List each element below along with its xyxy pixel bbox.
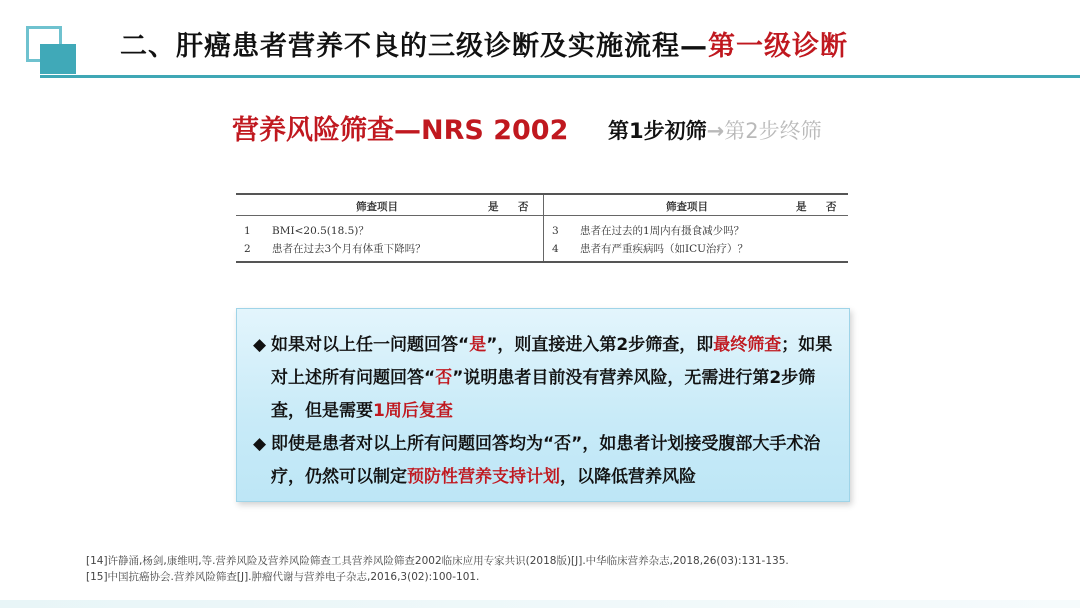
highlight-recheck: 1周后复查	[373, 401, 453, 421]
subtitle	[232, 108, 568, 147]
bullet-1	[253, 329, 835, 428]
text-run: ”说明患者目前没有营养风险，无需进行第2步筛查，但是需要	[271, 368, 816, 421]
header-yes: 是	[488, 201, 499, 213]
bullet-1-text	[271, 329, 835, 428]
table-row	[552, 241, 748, 256]
text-run: ，以降低营养风险	[560, 467, 696, 487]
diamond-bullet-icon: ◆	[253, 335, 267, 355]
row-number: 3	[552, 225, 559, 237]
slide-title	[120, 24, 848, 63]
header-item: 筛查项目	[666, 201, 708, 213]
instruction-box	[236, 308, 850, 502]
bullet-2	[253, 428, 835, 494]
highlight-no: 否	[435, 368, 453, 388]
header-no: 否	[518, 201, 529, 213]
header-item: 筛查项目	[356, 201, 398, 213]
row-text: 患者在过去3个月有体重下降吗？	[272, 243, 426, 255]
text-run: ；如果对上述所有问题回答“	[271, 335, 833, 388]
bottom-band	[0, 600, 1080, 608]
slide-title-highlight: 第一级诊断	[708, 31, 848, 62]
title-underline	[40, 75, 1080, 78]
screening-steps	[608, 115, 822, 145]
header-yes: 是	[796, 201, 807, 213]
subtitle-nrs2002: 营养风险筛查—NRS 2002	[232, 115, 569, 146]
reference-14: [14]许静涌,杨剑,康维明,等.营养风险及营养风险筛查工具营养风险筛查2002临床应用专家共识(2018版)[J].中华临床营养杂志,2018,26(03):131-135.	[86, 555, 789, 567]
step1-label: 第1步初筛	[608, 119, 707, 143]
highlight-preventive-plan: 预防性营养支持计划	[407, 467, 560, 487]
row-text: BMI<20.5(18.5)？	[272, 225, 369, 237]
reference-15: [15]中国抗癌协会.营养风险筛查[J].肿瘤代谢与营养电子杂志,2016,3(02):100-101.	[86, 571, 480, 583]
table-row	[244, 223, 369, 238]
bullet-2-text	[271, 428, 835, 494]
row-number: 1	[244, 225, 251, 237]
row-text: 患者在过去的1周内有摄食减少吗？	[580, 225, 745, 237]
slide-title-main: 二、肝癌患者营养不良的三级诊断及实施流程—	[120, 31, 708, 62]
diamond-bullet-icon: ◆	[253, 434, 267, 454]
header-no: 否	[826, 201, 837, 213]
text-run: 如果对以上任一问题回答“	[271, 335, 470, 355]
corner-decoration-fill	[40, 44, 76, 74]
table-row	[244, 241, 426, 256]
references	[86, 553, 789, 585]
text-run: 即使是患者对以上所有问题回答均为“否”，如患者计划接受腹部大手术治疗，仍然可以制定	[271, 434, 821, 487]
table-row	[552, 223, 744, 238]
row-number: 2	[244, 243, 251, 255]
row-text: 患者有严重疾病吗（如ICU治疗）？	[580, 243, 749, 255]
text-run: ”，则直接进入第2步筛查，即	[486, 335, 714, 355]
highlight-yes: 是	[469, 335, 487, 355]
step2-label: 第2步终筛	[724, 119, 822, 143]
row-number: 4	[552, 243, 559, 255]
screening-table	[236, 193, 848, 263]
highlight-final-screening: 最终筛查	[713, 335, 782, 355]
table-left-half	[236, 195, 542, 261]
table-right-half	[544, 195, 848, 261]
step-arrow: →	[706, 119, 725, 143]
